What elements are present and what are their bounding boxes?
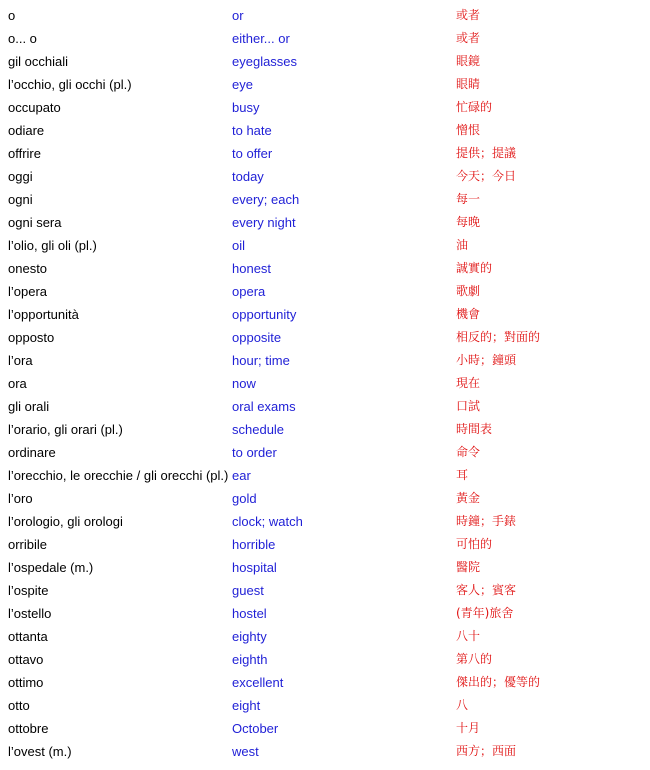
chinese-translation: 客人；賓客 [456, 583, 517, 597]
vocabulary-row [0, 579, 650, 602]
english-translation: to order [232, 445, 277, 460]
italian-word: offrire [8, 146, 41, 161]
english-translation: or [232, 8, 244, 23]
english-translation: opposite [232, 330, 282, 345]
chinese-translation: 十月 [456, 721, 481, 735]
vocabulary-row [0, 671, 650, 694]
english-translation: guest [232, 583, 264, 598]
vocabulary-row [0, 165, 650, 188]
italian-word: ora [8, 376, 27, 391]
english-translation: every night [232, 215, 296, 230]
english-translation: either... or [232, 31, 290, 46]
italian-word: onesto [8, 261, 48, 276]
italian-word: gli orali [8, 399, 50, 414]
vocabulary-row [0, 717, 650, 740]
english-translation: hour; time [232, 353, 290, 368]
chinese-translation: 時鐘；手錶 [456, 514, 517, 528]
italian-word: l’opera [8, 284, 48, 299]
chinese-translation: 醫院 [456, 560, 481, 574]
vocabulary-row [0, 625, 650, 648]
vocabulary-row [0, 441, 650, 464]
english-translation: eight [232, 698, 261, 713]
vocabulary-row [0, 119, 650, 142]
english-translation: eye [232, 77, 253, 92]
chinese-translation: 憎恨 [456, 123, 481, 137]
english-translation: schedule [232, 422, 285, 437]
english-translation: eyeglasses [232, 54, 298, 69]
english-translation: hostel [232, 606, 267, 621]
vocabulary-row [0, 27, 650, 50]
vocabulary-row [0, 602, 650, 625]
english-translation: eighty [232, 629, 267, 644]
chinese-translation: 每一 [456, 192, 481, 206]
chinese-translation: 現在 [456, 376, 481, 390]
english-translation: to offer [232, 146, 273, 161]
chinese-translation: 小時；鐘頭 [456, 353, 517, 367]
english-translation: gold [232, 491, 257, 506]
italian-word: l’ora [8, 353, 33, 368]
vocabulary-row [0, 4, 650, 27]
vocabulary-row [0, 349, 650, 372]
chinese-translation: 第八的 [456, 652, 493, 666]
english-translation: every; each [232, 192, 300, 207]
vocabulary-table [0, 4, 650, 763]
vocabulary-row [0, 464, 650, 487]
chinese-translation: 黃金 [456, 491, 481, 505]
italian-word: o [8, 8, 16, 23]
vocabulary-row [0, 556, 650, 579]
vocabulary-row [0, 510, 650, 533]
italian-word: odiare [8, 123, 45, 138]
english-translation: clock; watch [232, 514, 303, 529]
italian-word: l’olio, gli oli (pl.) [8, 238, 97, 253]
vocabulary-row [0, 280, 650, 303]
italian-word: l’ospite [8, 583, 49, 598]
chinese-translation: 命令 [456, 445, 481, 459]
italian-word: l’ovest (m.) [8, 744, 72, 759]
chinese-translation: 歌劇 [456, 284, 481, 298]
english-translation: excellent [232, 675, 284, 690]
english-translation: opportunity [232, 307, 297, 322]
vocabulary-row [0, 648, 650, 671]
italian-word: l’orecchio, le orecchie / gli orecchi (pl.) [8, 468, 228, 483]
italian-word: l’occhio, gli occhi (pl.) [8, 77, 132, 92]
italian-word: l’orologio, gli orologi [8, 514, 123, 529]
italian-word: l’ospedale (m.) [8, 560, 94, 575]
chinese-translation: 傑出的；優等的 [456, 675, 541, 689]
italian-word: oggi [8, 169, 33, 184]
italian-word: o... o [8, 31, 37, 46]
vocabulary-row [0, 211, 650, 234]
italian-word: ottimo [8, 675, 44, 690]
vocabulary-row [0, 740, 650, 763]
italian-word: l’orario, gli orari (pl.) [8, 422, 123, 437]
italian-word: l’ostello [8, 606, 52, 621]
italian-word: ottanta [8, 629, 48, 644]
vocabulary-row [0, 188, 650, 211]
vocabulary-row [0, 142, 650, 165]
english-translation: honest [232, 261, 272, 276]
chinese-translation: 忙碌的 [456, 100, 493, 114]
english-translation: oil [232, 238, 246, 253]
vocabulary-row [0, 303, 650, 326]
vocabulary-row [0, 487, 650, 510]
chinese-translation: 或者 [456, 31, 481, 45]
italian-word: ottobre [8, 721, 49, 736]
chinese-translation: 八十 [456, 629, 481, 643]
vocabulary-row [0, 694, 650, 717]
vocabulary-row [0, 73, 650, 96]
italian-word: ottavo [8, 652, 44, 667]
vocabulary-row [0, 418, 650, 441]
vocabulary-row [0, 372, 650, 395]
chinese-translation: 可怕的 [456, 537, 493, 551]
chinese-translation: 時間表 [456, 422, 493, 436]
chinese-translation: 今天；今日 [456, 169, 517, 183]
italian-word: orribile [8, 537, 48, 552]
english-translation: now [232, 376, 256, 391]
chinese-translation: 西方；西面 [456, 744, 517, 758]
italian-word: ordinare [8, 445, 56, 460]
english-translation: horrible [232, 537, 276, 552]
chinese-translation: 口試 [456, 399, 481, 413]
chinese-translation: 油 [456, 238, 469, 252]
vocabulary-row [0, 50, 650, 73]
vocabulary-row [0, 257, 650, 280]
italian-word: occupato [8, 100, 61, 115]
vocabulary-row [0, 533, 650, 556]
english-translation: today [232, 169, 264, 184]
chinese-translation: 耳 [456, 468, 469, 482]
chinese-translation: 提供；提議 [456, 146, 517, 160]
chinese-translation: (青年)旅舍 [456, 606, 514, 620]
english-translation: October [232, 721, 279, 736]
italian-word: ogni sera [8, 215, 62, 230]
chinese-translation: 或者 [456, 8, 481, 22]
italian-word: ogni [8, 192, 33, 207]
italian-word: otto [8, 698, 30, 713]
chinese-translation: 機會 [456, 307, 481, 321]
english-translation: oral exams [232, 399, 296, 414]
chinese-translation: 每晚 [456, 215, 481, 229]
italian-word: l’oro [8, 491, 33, 506]
english-translation: eighth [232, 652, 268, 667]
english-translation: busy [232, 100, 260, 115]
english-translation: to hate [232, 123, 272, 138]
chinese-translation: 八 [456, 698, 469, 712]
chinese-translation: 眼鏡 [456, 54, 481, 68]
english-translation: west [232, 744, 259, 759]
english-translation: hospital [232, 560, 277, 575]
english-translation: opera [232, 284, 266, 299]
chinese-translation: 眼睛 [456, 77, 481, 91]
italian-word: gil occhiali [8, 54, 68, 69]
english-translation: ear [232, 468, 251, 483]
vocabulary-row [0, 395, 650, 418]
vocabulary-row [0, 234, 650, 257]
chinese-translation: 相反的；對面的 [456, 330, 541, 344]
italian-word: opposto [8, 330, 55, 345]
italian-word: l’opportunità [8, 307, 79, 322]
vocabulary-row [0, 96, 650, 119]
vocabulary-row [0, 326, 650, 349]
chinese-translation: 誠實的 [456, 261, 493, 275]
